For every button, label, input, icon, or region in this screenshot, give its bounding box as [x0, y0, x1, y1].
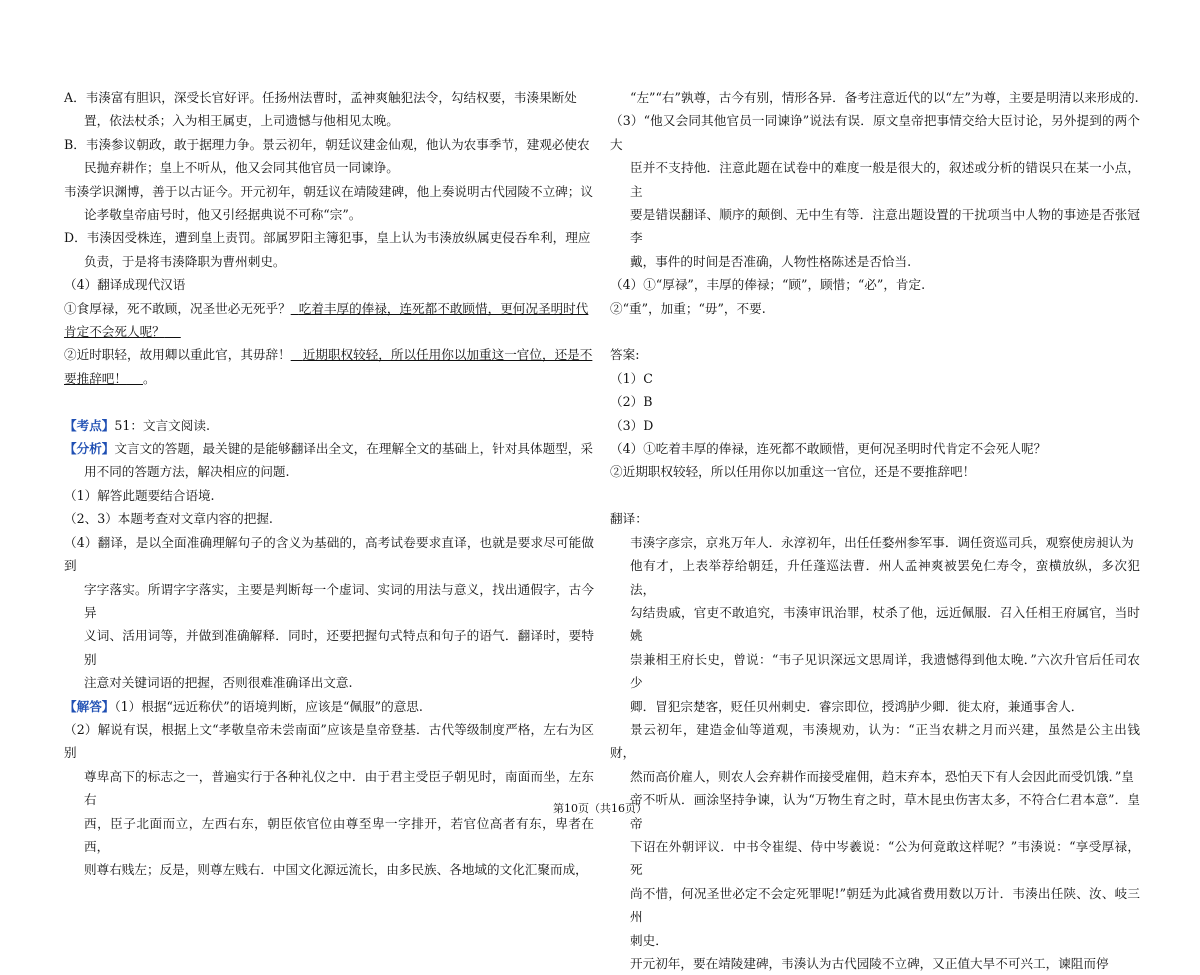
analysis-line: （4）①“厚禄”，丰厚的俸禄；“顾”，顾惜；“必”，肯定.	[610, 277, 926, 293]
jieda: 【解答】（1）根据“远近称伏”的语境判断，应该是“佩服”的意思.	[64, 698, 423, 714]
answer-2: （2）B	[610, 394, 653, 410]
jieda-line: 西，臣子北面而立，左西右东，朝臣依官位由尊至卑一字排开，若官位高者有东，卑者在西，	[84, 815, 594, 854]
sentence-1-answer: 吃着丰厚的俸禄，连死都不敢顾惜，更何况圣明时代	[298, 300, 589, 316]
translation-line: 帝不听从．画涂坚持争谏，认为“万物生育之时，草木昆虫伤害太多，不符合仁君本意”．皇帝	[630, 792, 1140, 831]
jieda-line: 尊卑高下的标志之一，普遍实行于各种礼仪之中．由于君主受臣子朝见时，南面而坐，左东右	[84, 768, 594, 808]
option-a-cont: 置，依法杖杀；入为相王属吏，上司遗憾与他相见太晚。	[84, 113, 399, 129]
analysis-line: 要是错误翻译、顺序的颠倒、无中生有等．注意出题设置的干扰项当中人物的事迹是否张冠李	[630, 207, 1140, 246]
translation-line: 尚不惜，何况圣世必定不会定死罪呢!”朝廷为此减省费用数以万计．韦湊出任陕、汝、岐三州	[630, 885, 1140, 925]
translation-line: 刺史．	[630, 932, 668, 948]
fenxi-line: 义词、活用词等，并做到准确解释．同时，还要把握句式特点和句子的语气．翻译时，要特别	[84, 628, 594, 667]
fenxi-line: （4）翻译，是以全面准确理解句子的含义为基础的，高考试卷要求直译，也就是要求尽可能做到	[64, 534, 594, 574]
analysis-line: 戴，事件的时间是否准确，人物性格陈述是否恰当.	[630, 253, 912, 269]
fenxi-line: 用不同的答题方法，解决相应的问题.	[84, 464, 290, 480]
option-b: B．韦湊参议朝政，敢于据理力争。景云初年，朝廷议建金仙观，他认为农事季节，建观必使农	[64, 136, 590, 152]
sentence-2-source: ②近时职轻，故用卿以重此官，其毋辞！	[64, 347, 291, 363]
translation-line: 韦湊字彦宗，京兆万年人．永淳初年，出任任婺州参军事．调任资巡司兵，观察使房昶认为	[630, 534, 1134, 550]
right-column	[610, 86, 1140, 975]
jieda-line: （2）解说有误，根据上文“孝敬皇帝未尝南面”应该是皇帝登基．古代等级制度严格，左右为区别	[64, 721, 594, 761]
sentence-1	[64, 297, 594, 320]
kaodian-tag: 【考点】	[64, 417, 115, 433]
sentence-2-cont: 要推辞吧！ 。	[64, 370, 156, 386]
question-4: （4）翻译成现代汉语	[64, 277, 186, 293]
sentence-2	[64, 343, 594, 366]
page-footer: 第10页（共16页）	[553, 802, 647, 815]
analysis-line: ②“重”，加重；“毋”，不要.	[610, 300, 766, 316]
answer-1: （1）C	[610, 370, 653, 386]
fenxi-tag: 【分析】	[64, 441, 115, 457]
fenxi-line: 注意对关键词语的把握，否则很难准确译出文意.	[84, 675, 353, 691]
fenxi: 【分析】文言文的答题，最关键的是能够翻译出全文，在理解全文的基础上，针对具体题型，采	[64, 441, 593, 457]
sentence-1-cont: 肯定不会死人呢？	[64, 324, 165, 340]
kaodian: 【考点】51：文言文阅读.	[64, 417, 210, 433]
translation-line: 勾结贵戚，官吏不敢追究，韦湊审讯治罪，杖杀了他，远近佩服．召入任相王府属官，当时姚	[630, 604, 1140, 644]
option-b-cont: 民抛弃耕作；皇上不听从，他又会同其他官员一同谏诤。	[84, 160, 399, 176]
translation-line: 然而高价雇人，则农人会弃耕作而接受雇佣，趋末弃本，恐怕天下有人会因此而受饥饿．”皇	[630, 768, 1134, 784]
fenxi-line: （2、3）本题考查对文章内容的把握.	[64, 511, 273, 527]
option-c-cont: 论孝敬皇帝庙号时，他又引经据典说不可称“宗”。	[84, 207, 362, 223]
translation-line: 崇兼相王府长史，曾说：“韦子见识深远文思周详，我遗憾得到他太晚．”六次升官后任司农少	[630, 651, 1140, 691]
answer-3: （3）D	[610, 417, 654, 433]
translation-line: 景云初年，建造金仙等道观，韦湊规劝，认为：“正当农耕之月而兴建，虽然是公主出钱财，	[610, 721, 1140, 761]
option-c: 韦湊学识渊博，善于以古证今。开元初年，朝廷议在靖陵建碑，他上奏说明古代园陵不立碑；议	[64, 183, 593, 199]
jieda-tag: 【解答】	[64, 698, 115, 714]
translation-line: 下诏在外朝评议．中书令崔缇、侍中岑羲说：“公为何竟敢这样呢？”韦湊说：“享受厚禄，死	[630, 838, 1140, 878]
fenxi-line: 字字落实。所谓字字落实，主要是判断每一个虚词、实词的用法与意义，找出通假字，古今异	[84, 581, 594, 620]
analysis-line: “左”“右”孰尊，古今有别，情形各异．备考注意近代的以“左”为尊，主要是明清以来形成的.	[630, 90, 1139, 105]
sentence-1-source: ①食厚禄，死不敢顾，况圣世必无死乎？	[64, 300, 291, 316]
answer-heading: 答案:	[610, 347, 640, 363]
option-d-cont: 负责，于是将韦湊降职为曹州刺史。	[84, 253, 286, 269]
translation-line: 开元初年，要在靖陵建碑，韦湊认为古代园陵不立碑，又正值大旱不可兴工，谏阻而停	[630, 956, 1109, 971]
translation-heading: 翻译：	[610, 511, 648, 527]
analysis-line: （3）“他又会同其他官员一同谏诤”说法有误．原文皇帝把事情交给大臣讨论，另外提到的两个大	[610, 113, 1140, 152]
analysis-line: 臣并不支持他．注意此题在试卷中的难度一般是很大的，叙述或分析的错误只在某一小点，主	[630, 160, 1140, 199]
answer-4: （4）①吃着丰厚的俸禄，连死都不敢顾惜，更何况圣明时代肯定不会死人呢？	[610, 441, 1047, 457]
translation-line: 他有才，上表举荐给朝廷，升任蓬巡法曹．州人孟神爽被罢免仁寿令，蛮横放纵，多次犯法，	[630, 558, 1140, 597]
fenxi-line: （1）解答此题要结合语境.	[64, 487, 215, 503]
translation-line: 卿．冒犯宗楚客，贬任贝州刺史．睿宗即位，授鸿胪少卿．徙太府，兼通事舍人．	[630, 698, 1084, 714]
answer-4b: ②近期职权较轻，所以任用你以加重这一官位，还是不要推辞吧！	[610, 464, 976, 480]
sentence-2-answer: 近期职权较轻，所以任用你以加重这一官位，还是不	[302, 347, 593, 363]
left-column	[64, 86, 594, 882]
jieda-line: 则尊右贱左；反是，则尊左贱右．中国文化源远流长，由多民族、各地域的文化汇聚而成，	[84, 862, 588, 878]
option-a: A．韦湊富有胆识，深受长官好评。任扬州法曹时，孟神爽触犯法令，勾结权要，韦湊果断处	[64, 90, 577, 105]
option-d: D．韦湊因受株连，遭到皇上责罚。部属罗阳主簿犯事，皇上认为韦湊放纵属吏侵吞牟利，理应	[64, 230, 591, 246]
